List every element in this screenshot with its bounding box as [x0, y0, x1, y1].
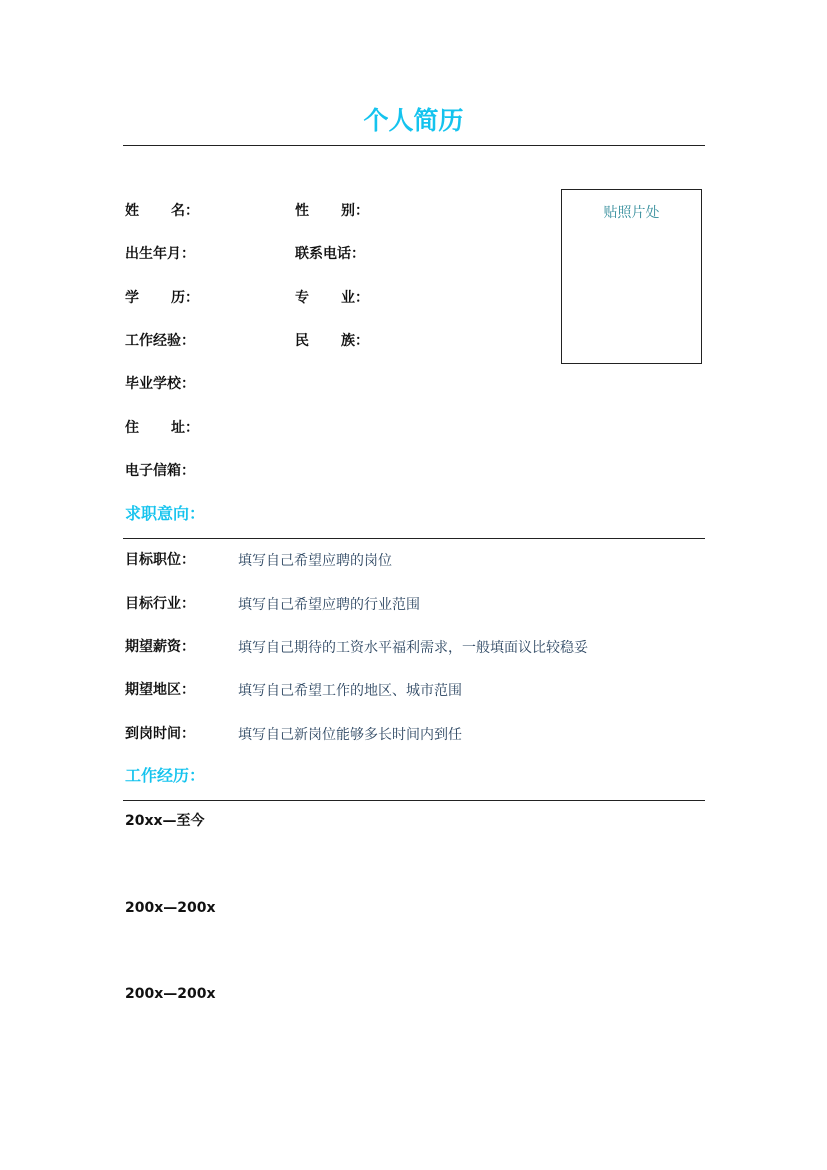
gender-label [295, 201, 369, 221]
name-label-part-2: 名： [171, 203, 199, 219]
ethnicity-label-part-2: 族： [341, 333, 369, 349]
title-divider [123, 145, 705, 146]
gender-label-part-2: 别： [341, 203, 369, 219]
name-label [125, 201, 199, 221]
photo-placeholder [561, 189, 702, 364]
intent-label-region: 期望地区： [125, 682, 195, 698]
work-experience-heading: 工作经历： [125, 766, 206, 785]
photo-label: 贴照片处 [603, 205, 660, 221]
intent-value-salary: 填写自己期待的工资水平福利需求，一般填面议比较稳妥 [238, 640, 588, 656]
intent-label-start-time: 到岗时间： [125, 726, 195, 742]
gender-label-part-1: 性 [295, 203, 309, 219]
intent-label-industry: 目标行业： [125, 596, 195, 612]
intent-value-position: 填写自己希望应聘的岗位 [238, 553, 392, 569]
intent-value-industry: 填写自己希望应聘的行业范围 [238, 597, 420, 613]
work-period-1: 20xx—至今 [125, 813, 205, 829]
intent-value-start-time: 填写自己新岗位能够多长时间内到任 [238, 727, 462, 743]
intent-label-position: 目标职位： [125, 552, 195, 568]
experience-label: 工作经验： [125, 333, 195, 349]
job-intent-heading: 求职意向： [125, 504, 206, 523]
page-title: 个人简历 [363, 106, 464, 135]
major-label-part-2: 业： [341, 290, 369, 306]
major-label-part-1: 专 [295, 290, 309, 306]
email-label: 电子信箱： [125, 463, 195, 479]
education-label-part-2: 历： [171, 290, 199, 306]
work-period-2: 200x—200x [125, 900, 216, 916]
major-label [295, 288, 369, 308]
ethnicity-label-part-1: 民 [295, 333, 309, 349]
education-label-part-1: 学 [125, 290, 139, 306]
phone-label: 联系电话： [295, 246, 365, 262]
work-experience-divider [123, 800, 705, 801]
address-label-part-1: 住 [125, 420, 139, 436]
intent-label-salary: 期望薪资： [125, 639, 195, 655]
birth-label: 出生年月： [125, 246, 195, 262]
address-label-part-2: 址： [171, 420, 199, 436]
work-period-3: 200x—200x [125, 986, 216, 1002]
intent-value-region: 填写自己希望工作的地区、城市范围 [238, 683, 462, 699]
school-label: 毕业学校： [125, 376, 195, 392]
address-label [125, 418, 199, 438]
job-intent-divider [123, 538, 705, 539]
name-label-part-1: 姓 [125, 203, 139, 219]
education-label [125, 288, 199, 308]
ethnicity-label [295, 331, 369, 351]
